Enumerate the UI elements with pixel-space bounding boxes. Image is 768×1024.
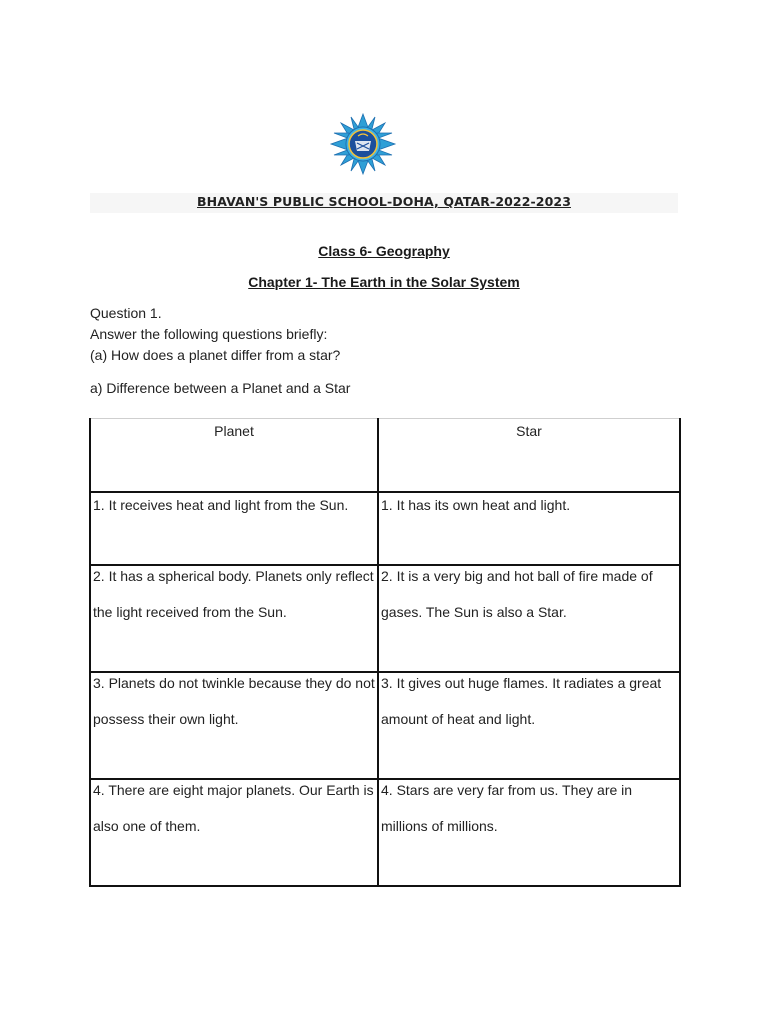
school-emblem-icon <box>329 113 397 175</box>
table-row <box>90 492 680 565</box>
planet-cell-text: 3. Planets do not twinkle because they do not possess their own light. <box>93 675 375 727</box>
table-row <box>90 672 680 779</box>
header-star: Star <box>378 419 680 493</box>
planet-cell <box>90 565 378 672</box>
header-planet: Planet <box>90 419 378 493</box>
planet-cell-text: 4. There are eight major planets. Our Earth is also one of them. <box>93 782 374 834</box>
class-title: Class 6- Geography <box>318 243 450 259</box>
table-row <box>90 565 680 672</box>
table-header-row <box>90 419 680 493</box>
school-name: BHAVAN'S PUBLIC SCHOOL-DOHA, QATAR-2022-2023 <box>197 194 571 209</box>
planet-cell <box>90 779 378 886</box>
question-instruction: Answer the following questions briefly: <box>90 326 328 342</box>
table-row <box>90 779 680 886</box>
star-cell: 1. It has its own heat and light. <box>378 492 680 565</box>
comparison-table <box>89 418 681 887</box>
star-cell-text: 4. Stars are very far from us. They are in millions of millions. <box>381 782 633 834</box>
planet-cell <box>90 672 378 779</box>
star-cell-text: 2. It is a very big and hot ball of fire made of gases. The Sun is also a Star. <box>381 568 653 620</box>
chapter-title: Chapter 1- The Earth in the Solar System <box>248 274 520 290</box>
planet-cell: 1. It receives heat and light from the Sun. <box>90 492 378 565</box>
star-cell <box>378 779 680 886</box>
star-cell <box>378 672 680 779</box>
question-prompt: (a) How does a planet differ from a star? <box>90 347 341 363</box>
star-cell <box>378 565 680 672</box>
star-cell-text: 3. It gives out huge flames. It radiates a great amount of heat and light. <box>381 675 662 727</box>
answer-heading: a) Difference between a Planet and a Star <box>90 380 351 396</box>
question-number: Question 1. <box>90 305 162 321</box>
planet-cell-text: 2. It has a spherical body. Planets only reflect the light received from the Sun. <box>93 568 374 620</box>
